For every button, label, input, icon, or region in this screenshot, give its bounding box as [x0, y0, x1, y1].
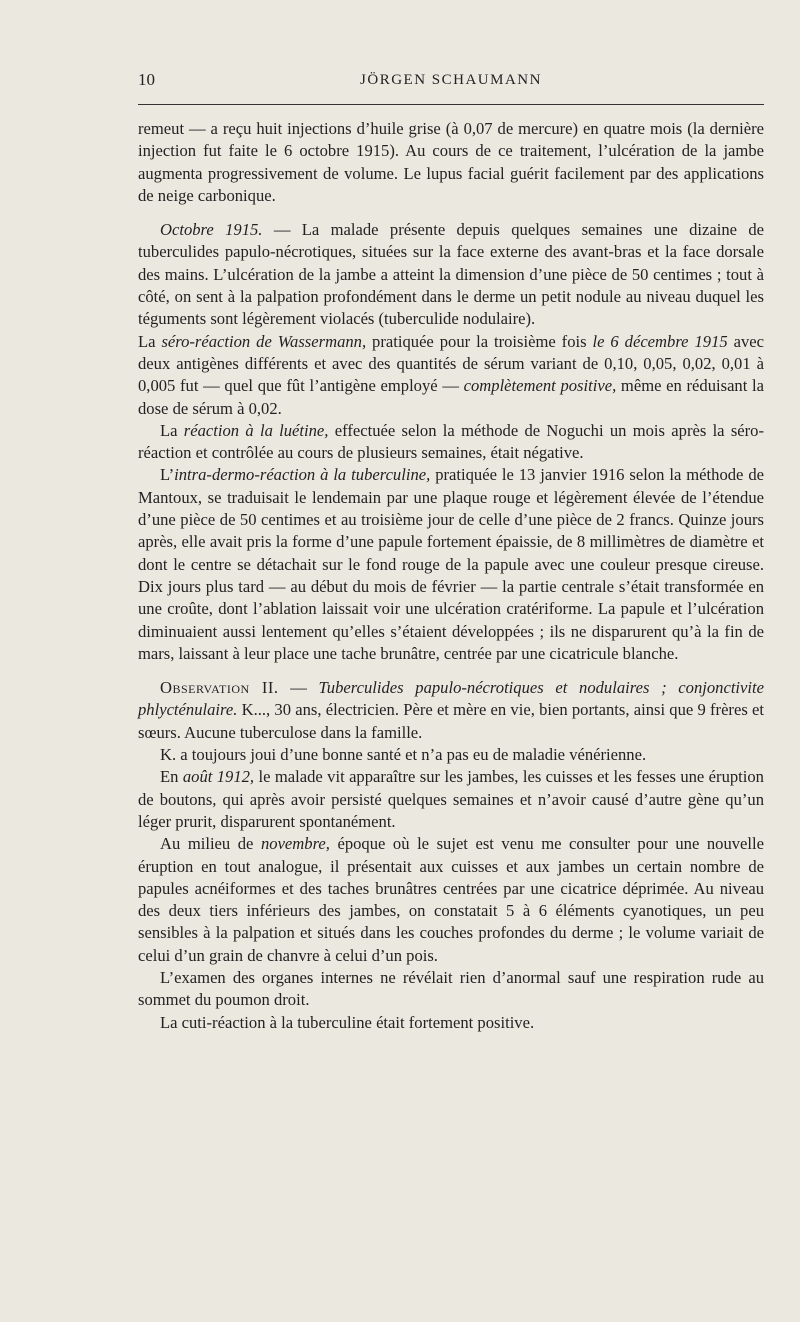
- p5-term-intradermo: intra-dermo-réaction à la tuberculine,: [174, 465, 431, 485]
- paragraph-10: L’examen des organes internes ne révélait rien d’anormal sauf une respiration rude au sommet du poumon droit.: [138, 967, 764, 1010]
- p3-term-wassermann: séro-réaction de Wassermann,: [161, 331, 367, 351]
- running-head: [138, 70, 764, 96]
- paragraph-11: La cuti-réaction à la tuberculine était fortement positive.: [160, 1012, 535, 1032]
- p3-text-e: avec deux antigènes différents et avec des quantités de sérum variant de 0,10, 0,05, 0,02, 0,01 à 0,005 fut — quel que fût l’antigène employé —: [138, 331, 764, 396]
- paragraph-3: [138, 331, 764, 420]
- observation-heading: Observation II.: [160, 678, 279, 698]
- p3-text-c: pratiquée pour la troisième fois: [366, 331, 593, 351]
- p8-text-a: En: [160, 767, 183, 787]
- page-number: 10: [138, 70, 155, 89]
- observation-2: [138, 677, 764, 744]
- p4-text-a: La: [160, 420, 184, 440]
- p3-text-g: même en réduisant la dose de sérum à 0,02.: [138, 376, 765, 418]
- p5-text-a: L’: [160, 465, 175, 485]
- p3-result: complètement positive,: [463, 376, 617, 396]
- p8-text-c: le malade vit apparaître sur les jambes, les cuisses et les fesses une éruption de boutons, qui après avoir persisté quelques semaines et n’avoir causé d’autre gène qu’un léger prurit, disparurent spontanément.: [138, 767, 764, 831]
- p3-text-a: La: [138, 331, 162, 351]
- paragraph-8: [138, 766, 764, 833]
- observation-title: Tuberculides papulo-nécrotiques et nodulaires ; conjonctivite phlycténulaire.: [138, 678, 764, 720]
- observation-dash: —: [278, 678, 319, 698]
- p9-text-a: Au milieu de: [160, 834, 261, 854]
- paragraph-5: [138, 464, 764, 665]
- running-title: JÖRGEN SCHAUMANN: [360, 72, 542, 88]
- paragraph-1: remeut — a reçu huit injections d’huile grise (à 0,07 de mercure) en quatre mois (la dernière injection fut faite le 6 octobre 1915). Au cours de ce traitement, l’ulcération de la jambe augmenta progressivement de volume. Le lupus facial guérit facilement par des applications de neige carbonique.: [138, 119, 764, 205]
- paragraph-2: [138, 219, 764, 330]
- observation-text: K..., 30 ans, électricien. Père et mère en vie, bien portants, ainsi que 9 frères et sœurs. Aucune tuberculose dans la famille.: [138, 700, 764, 742]
- p9-month: novembre,: [260, 834, 330, 854]
- paragraph-4: [138, 420, 764, 465]
- paragraph-2-text: — La malade présente depuis quelques semaines une dizaine de tuberculides papulo-nécrotiques, situées sur la face externe des avant-bras et la face dorsale des mains. L’ulcération de la jambe a atteint la dimension d’une pièce de 50 centimes ; tout à côté, on sent à la palpation profondément dans le derme un petit nodule au niveau duquel les téguments sont légèrement violacés (tuberculide nodulaire).: [138, 220, 765, 329]
- date-october-1915: Octobre 1915.: [160, 220, 263, 240]
- p8-date: août 1912,: [182, 767, 255, 787]
- p5-text-c: pratiquée le 13 janvier 1916 selon la méthode de Mantoux, se traduisait le lendemain par une plaque rouge et légèrement élevée de l’étendue d’une pièce de 50 centimes et au troisième jour de celle d’une pièce de 2 francs. Quinze jours après, elle avait pris la forme d’une papule fortement épaissie, de 8 millimètres de diamètre et dont le centre se détachait sur le fond rouge de la papule avec une couleur presque cireuse. Dix jours plus tard — au début du mois de février — la partie centrale s’était transformée en une croûte, dont l’ablation laissait voir une ulcération cratériforme. La papule et l’ulcération diminuaient aussi lentement qu’elles s’étaient développées ; ils ne disparurent qu’à la fin de mars, laissant à leur place une tache brunâtre, centrée par une cicatricule blanche.: [138, 465, 764, 663]
- body-text: [138, 118, 764, 1034]
- paragraph-9: [138, 833, 764, 967]
- p4-term-luetine: réaction à la luétine,: [183, 420, 329, 440]
- p9-text-c: époque où le sujet est venu me consulter pour une nouvelle éruption en tout analogue, il présentait aux cuisses et aux jambes un certain nombre de papules acnéiformes et des taches brunâtres centrées par une cicatrice déprimée. Au niveau des deux tiers inférieurs des jambes, on constatait 5 à 6 éléments cyanotiques, un peu sensibles à la palpation et situés dans les couches profondes du derme ; le volume variait de celui d’un grain de chanvre à celui d’un pois.: [138, 834, 764, 965]
- paragraph-7: K. a toujours joui d’une bonne santé et n’a pas eu de maladie vénérienne.: [160, 745, 647, 765]
- p4-text-c: effectuée selon la méthode de Noguchi un mois après la séro-réaction et contrôlée au cours de plusieurs semaines, était négative.: [138, 420, 764, 463]
- p3-date: le 6 décembre 1915: [592, 331, 728, 351]
- header-rule: [138, 104, 764, 105]
